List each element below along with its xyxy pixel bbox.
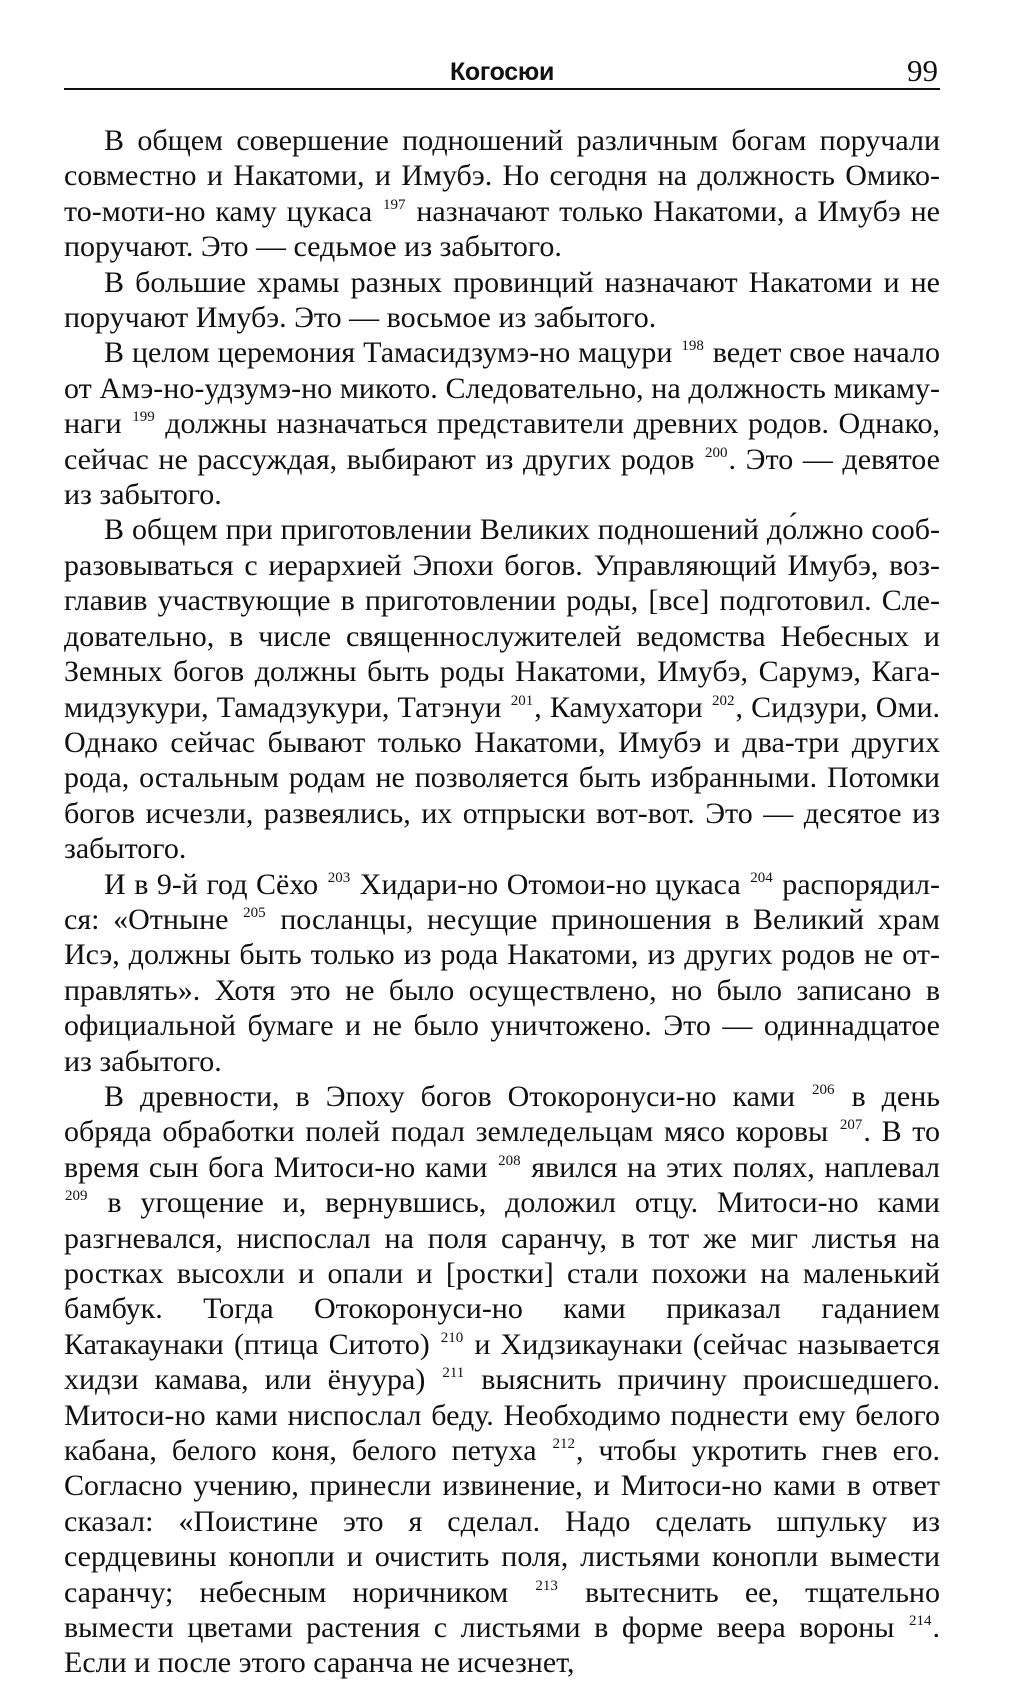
footnote-marker: 212 bbox=[552, 1436, 576, 1453]
paragraph bbox=[64, 123, 940, 265]
footnote-marker: 211 bbox=[442, 1365, 465, 1382]
footnote-marker: 213 bbox=[535, 1577, 558, 1594]
text-run: явился на этих полях, наплевал bbox=[521, 1150, 941, 1184]
body-text bbox=[64, 123, 940, 1681]
text-run: , чтобы укротить гнев его. Согласно учению, принесли извинение, и Митоси-но ками в ответ сказал: «Поистине это я сделал. Надо сделать шпульку из сердцевины конопли и очистить поля, листьями конопли вымести саранчу; небесным норичником bbox=[64, 1434, 940, 1609]
footnote-marker: 207 bbox=[839, 1117, 863, 1134]
text-run: назначают только Накатоми, а Имубэ не поручают. Это — седьмое из забытого. bbox=[64, 194, 940, 264]
text-run: в угощение и, вернувшись, доложил отцу. Митоси-но ками разгневался, ниспослал на поля саранчу, в тот же миг листья на ростках высохли и опали и [ростки] стали похожи на маленький бамбук. Тогда Отокоронуси-но ками приказал гаданием Катакаунаки (птица Ситото) bbox=[64, 1186, 940, 1361]
text-run: выяснить причину происшедшего. Митоси-но ками ниспослал беду. Необходимо поднести ему белого кабана, белого коня, белого петуха bbox=[64, 1363, 941, 1468]
text-run: В общем совершение подношений различным богам поручали совместно и Накатоми, и Имубэ. Но сегодня на должность Омикото-моти-но каму цукаса bbox=[64, 124, 940, 228]
text-run: В целом церемония Тамасидзумэ-но мацури bbox=[104, 336, 681, 370]
header-rule bbox=[64, 88, 940, 90]
footnote-marker: 210 bbox=[440, 1329, 464, 1346]
text-run: посланцы, несущие приношения в Великий храм Исэ, должны быть только из рода Накатоми, из других родов не отправлять». Хотя это не было осуществлено, но было записано в официальной бумаге и не было уничтожено. Это — одиннадцатое из забытого. bbox=[64, 902, 940, 1078]
text-run: В общем при приготовлении Великих подношений до́лжно сообразовываться с иерархией Эпохи богов. Управляющий Имубэ, возглавив участвующие в приготовлении роды, [все] подготовил. Следовательно, в числе священнослужителей ведомства Небесных и Земных богов должны быть роды Накатоми, Имубэ, Сарумэ, Кагамидзукури, Тамадзукури, Татэнуи bbox=[64, 513, 940, 724]
footnote-marker: 214 bbox=[909, 1613, 932, 1630]
page-number: 99 bbox=[907, 53, 938, 88]
text-run: . В то время сын бога Митоси-но ками bbox=[64, 1115, 940, 1184]
footnote-marker: 205 bbox=[243, 904, 266, 921]
footnote-marker: 201 bbox=[510, 692, 534, 709]
text-run: распорядился: «Отныне bbox=[64, 867, 941, 936]
running-header bbox=[64, 52, 940, 92]
text-run: И в 9-й год Сёхо bbox=[104, 867, 327, 901]
footnote-marker: 202 bbox=[711, 692, 735, 709]
text-run: ведет свое начало от Амэ-но-удзумэ-но микото. Следовательно, на должность микамунаги bbox=[64, 336, 940, 441]
text-run: вытеснить ее, тщательно вымести цветами растения с листьями в форме веера вороны bbox=[64, 1575, 940, 1645]
text-run: В древности, в Эпоху богов Отокоронуси-но ками bbox=[104, 1079, 812, 1113]
paragraph bbox=[64, 867, 940, 1079]
footnote-marker: 203 bbox=[327, 869, 351, 886]
text-run: , Камухатори bbox=[534, 690, 711, 724]
footnote-marker: 199 bbox=[132, 409, 155, 426]
paragraph bbox=[64, 335, 940, 512]
footnote-marker: 204 bbox=[750, 869, 773, 886]
text-run: , Сидзури, Оми. Однако сейчас бывают только Накатоми, Имубэ и два-три других рода, остальным родам не позволяется быть избранными. Потомки богов исчезли, развеялись, их отпрыски вот-вот. Это — десятое из забытого. bbox=[64, 690, 941, 866]
text-run: . Это — девятое из забытого. bbox=[64, 442, 940, 512]
text-run: должны назначаться представители древних родов. Однако, сейчас не рассуждая, выбирают из других родов bbox=[64, 407, 941, 476]
footnote-marker: 200 bbox=[705, 444, 728, 461]
footnote-marker: 209 bbox=[65, 1188, 88, 1205]
footnote-marker: 208 bbox=[498, 1152, 521, 1169]
text-run: В большие храмы разных провинций назначают Накатоми и не поручают Имубэ. Это — восьмое из забытого. bbox=[64, 265, 940, 335]
text-run: Хидари-но Отомои-но цукаса bbox=[351, 867, 750, 901]
paragraph bbox=[64, 1079, 940, 1681]
footnote-marker: 198 bbox=[681, 338, 704, 355]
text-run: в день обряда обработки полей подал земледельцам мясо коровы bbox=[64, 1079, 940, 1149]
footnote-marker: 197 bbox=[383, 196, 406, 213]
text-run: и Хидзикаунаки (сейчас называется хидзи камава, или ёнуура) bbox=[64, 1327, 940, 1397]
paragraph bbox=[64, 512, 940, 866]
paragraph bbox=[64, 265, 940, 336]
running-title: Когосюи bbox=[449, 58, 555, 86]
footnote-marker: 206 bbox=[812, 1081, 835, 1098]
text-run: . Если и после этого саранча не исчезнет, bbox=[64, 1611, 940, 1680]
